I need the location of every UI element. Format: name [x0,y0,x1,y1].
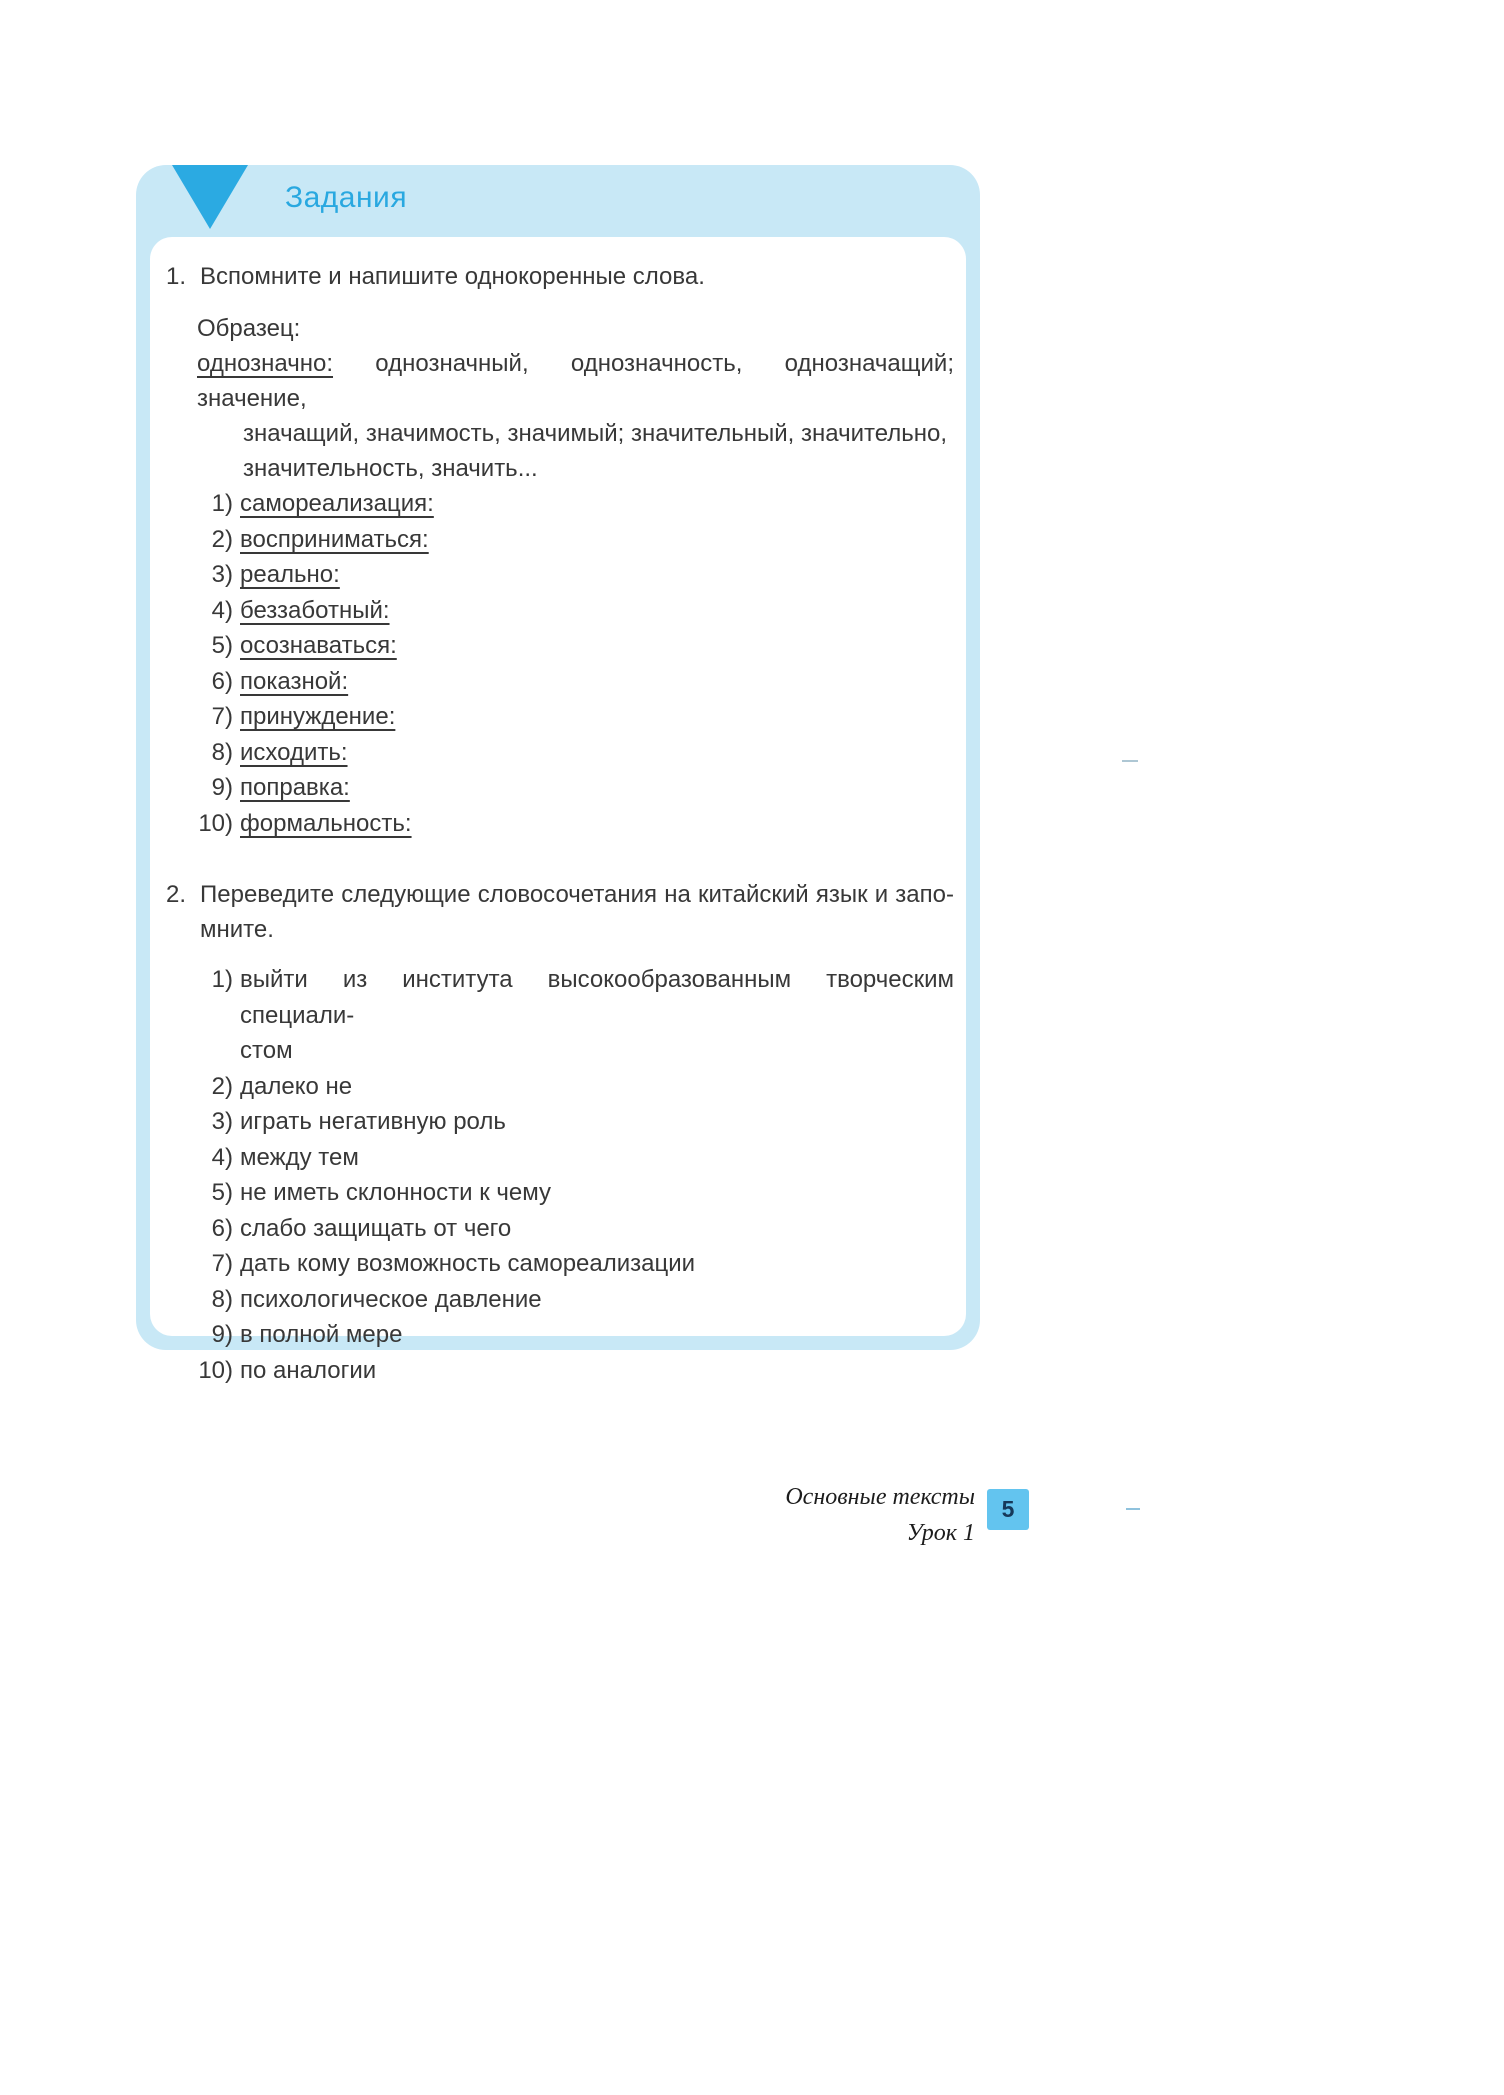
task-2-list [166,962,954,1388]
item-text-line-2: стом [240,1037,293,1064]
item-text: играть негативную роль [240,1108,506,1135]
page-edge-mark [1122,760,1138,762]
list-item [166,1246,954,1282]
item-number: 3) [211,561,233,588]
item-word: поправка: [240,774,350,801]
item-number: 6) [211,1214,233,1242]
item-number: 3) [211,1108,233,1135]
list-item [166,628,954,664]
item-number: 2) [211,525,233,553]
item-word: показной: [240,667,349,695]
item-number: 9) [211,774,233,801]
footer-section-label: Основные тексты [785,1484,975,1510]
list-item [166,735,954,771]
tasks-panel [136,165,980,1384]
item-word: осознаваться: [240,632,397,659]
footer-lesson-label: Урок 1 [906,1520,975,1546]
task-title-line-1: Переведите следующие словосочетания на китайский язык и запо- [200,881,954,908]
list-item [166,1104,954,1140]
list-item [166,593,954,629]
item-text: по аналогии [240,1356,377,1384]
task-1 [166,259,954,841]
sample-rest: однозначный, однозначность, однозначащий; значение, [197,350,954,412]
list-item [166,557,954,593]
item-number: 5) [211,1179,233,1206]
page-edge-mark [1126,1508,1140,1510]
list-item [166,1353,954,1389]
item-number: 4) [211,596,233,624]
list-item [166,486,954,522]
item-word: восприниматься: [240,525,429,553]
list-item [166,1211,954,1247]
item-number: 2) [211,1072,233,1100]
item-number: 1) [211,966,233,993]
item-text: выйти из института высокообразованным творческим специали- [240,966,954,1029]
sample-word: однозначно: [197,350,334,377]
bookmark-ribbon-icon [172,165,248,229]
task-number: 2. [166,881,187,908]
item-text: далеко не [240,1072,353,1100]
list-item [166,770,954,806]
item-number: 9) [211,1321,233,1348]
sample-block [197,311,954,486]
task-2 [166,877,954,1388]
list-item [166,1140,954,1176]
item-number: 6) [211,667,233,695]
task-number: 1. [166,263,187,290]
item-number: 7) [211,1250,233,1277]
item-word: исходить: [240,738,348,766]
item-number: 8) [211,1285,233,1313]
sample-line-2: значащий, значимость, значимый; значительный, значительно, [243,420,948,447]
item-number: 10) [198,809,233,837]
item-text: между тем [240,1143,359,1171]
list-item [166,1069,954,1105]
list-item [166,806,954,842]
list-item [166,1175,954,1211]
sample-line-3: значительность, значить... [243,455,538,482]
item-number: 5) [211,632,233,659]
item-word: беззаботный: [240,596,390,624]
list-item [166,962,954,1069]
item-text: в полной мере [240,1321,403,1348]
item-word: реально: [240,561,340,588]
task-title: Вспомните и напишите однокоренные слова. [200,263,705,290]
sample-line-1 [197,346,954,416]
task-2-heading [166,877,954,947]
item-number: 4) [211,1143,233,1171]
item-text: психологическое давление [240,1285,542,1313]
sample-label: Образец: [197,315,301,342]
list-item [166,1317,954,1353]
item-text: не иметь склонности к чему [240,1179,551,1206]
list-item [166,664,954,700]
content-card [150,237,966,1384]
list-item [166,522,954,558]
section-title: Задания [285,181,408,214]
item-word: принуждение: [240,703,396,730]
task-1-heading [166,259,954,294]
item-word: формальность: [240,809,412,837]
item-number: 7) [211,703,233,730]
task-title-line-2: мните. [200,916,274,943]
item-text: слабо защищать от чего [240,1214,512,1242]
list-item [166,1282,954,1318]
item-number: 10) [198,1356,233,1384]
item-word: самореализация: [240,490,434,517]
item-number: 1) [211,490,233,517]
list-item [166,699,954,735]
page-number-badge: 5 [987,1489,1029,1530]
item-text: дать кому возможность самореализации [240,1250,696,1277]
item-number: 8) [211,738,233,766]
task-1-list [166,486,954,841]
